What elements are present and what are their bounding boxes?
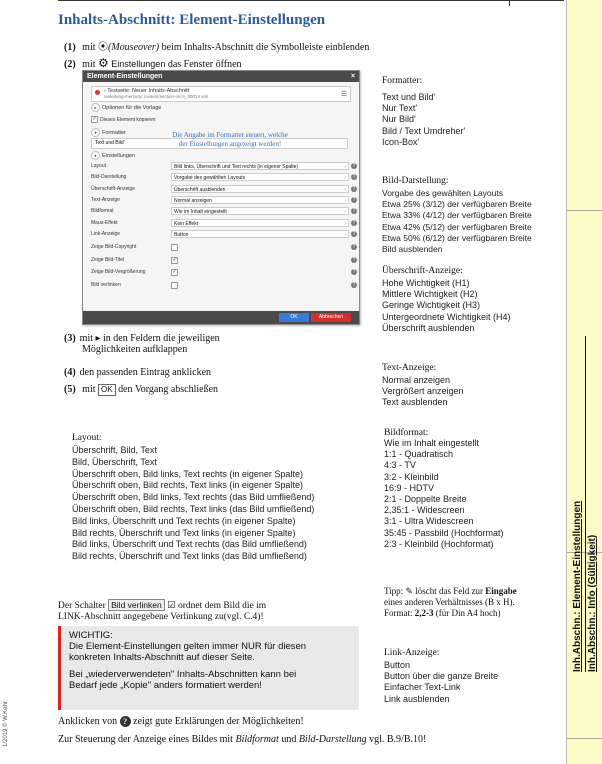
step-text: mit — [82, 59, 96, 70]
list-items — [382, 278, 562, 334]
dialog-header — [83, 71, 359, 82]
row-select[interactable] — [171, 230, 349, 238]
list-item: Link ausblenden — [384, 693, 450, 704]
note-text: Der Schalter — [58, 601, 106, 611]
formatter-list — [382, 76, 562, 148]
row-label: Bildformat — [91, 208, 114, 215]
list-heading: Link-Anzeige: — [384, 648, 440, 658]
list-item: Überschrift ausblenden — [382, 322, 475, 333]
list-item: Nur Text' — [382, 103, 418, 114]
step-text: mit — [82, 42, 96, 53]
row-label: Text-Anzeige — [91, 196, 120, 203]
einstellungen-label: Einstellungen — [111, 59, 166, 69]
list-item: Einfacher Text-Link — [384, 682, 461, 693]
schalter-note — [58, 600, 358, 623]
step-text: mit — [82, 384, 96, 395]
sidebar-labels — [567, 336, 602, 672]
list-item: Mittlere Wichtigkeit (H2) — [382, 289, 478, 300]
checkbox[interactable] — [171, 244, 178, 251]
row-select[interactable] — [171, 219, 349, 227]
wichtig-text: Bei „wiederverwendeten" Inhalts-Abschnitten kann bei — [69, 669, 297, 680]
linkanzeige-list — [384, 648, 564, 705]
list-item: Etwa 42% (5/12) der verfügbaren Breite — [382, 221, 532, 232]
step-text: Möglichkeiten aufklappen — [82, 344, 188, 355]
row-value: Vorgabe des gewählten Layouts — [174, 175, 246, 182]
list-item: 35:45 - Passbild (Hochformat) — [384, 527, 504, 538]
ok-chip: OK — [98, 384, 116, 396]
help-icon[interactable]: ? — [352, 208, 356, 215]
row-value: Wie im Inhalt eingestellt — [174, 209, 227, 216]
settings-row — [91, 162, 357, 172]
footer-text: zeigt gute Erklärungen der Möglichkeiten! — [133, 716, 304, 727]
tipp-bold: 2,2-3 — [414, 608, 434, 618]
list-items — [72, 445, 372, 563]
footer-text: Anklicken von — [58, 716, 118, 727]
list-item: Bild rechts, Überschrift und Text links (in eigener Spalte) — [72, 527, 296, 538]
list-heading: Bild-Darstellung: — [382, 176, 449, 186]
help-icon[interactable]: ? — [352, 281, 356, 288]
list-item: Normal anzeigen — [382, 375, 451, 385]
step-num: (1) — [64, 42, 76, 53]
checkbox-icon: ☑ — [167, 601, 176, 611]
list-item: 2:3 - Kleinbild (Hochformat) — [384, 538, 494, 549]
gear-icon: ⚙ — [98, 56, 109, 70]
bild-verlinken-chip: Bild verlinken — [108, 599, 165, 611]
help-icon[interactable]: ? — [352, 256, 356, 263]
bildformat-list — [384, 428, 564, 550]
step-5 — [64, 384, 218, 396]
expand-icon: ▸ — [91, 103, 100, 112]
list-item: 16:9 - HDTV — [384, 482, 435, 493]
list-item: Bild links, Überschrift und Text rechts (in eigener Spalte) — [72, 515, 296, 526]
settings-check-row — [91, 268, 357, 278]
note-line: Die Angabe im Formatter steuert, welche — [172, 131, 288, 139]
row-label: Zeige Bild-Copyright — [91, 244, 137, 251]
list-item: Etwa 25% (3/12) der verfügbaren Breite — [382, 199, 532, 210]
tipp-box — [384, 586, 564, 634]
dialog-title: Element-Einstellungen — [87, 73, 163, 80]
row-select[interactable] — [171, 173, 349, 181]
list-item: Bild links, Überschrift und Text rechts (das Bild umfließend) — [72, 539, 307, 550]
step-num: (2) — [64, 59, 76, 70]
tipp-text: Format: — [384, 608, 413, 618]
list-item: 2,35:1 - Widescreen — [384, 505, 465, 516]
tipp-bold: Eingabe — [485, 586, 517, 596]
checkbox-icon: ✓ — [92, 116, 97, 122]
cancel-button[interactable]: Abbrechen — [311, 313, 351, 322]
chevron-icon: › — [344, 220, 346, 227]
note-line: der Einstellungen angezeigt werden! — [178, 140, 282, 148]
help-icon[interactable]: ? — [352, 196, 356, 203]
tipp-text: eines anderen Verhältnisses (B x H). — [384, 597, 515, 607]
settings-row — [91, 185, 357, 195]
checkbox-label: Dieses Element kopieren — [100, 116, 156, 123]
settings-check-row — [91, 256, 357, 266]
section-settings[interactable] — [91, 151, 135, 160]
ok-button[interactable]: OK — [279, 313, 309, 322]
list-item: 3:1 - Ultra Widescreen — [384, 516, 474, 527]
sidebar-label-element-settings[interactable]: Inh.Abschn.: Element-Einstellungen — [571, 336, 586, 672]
collapse-icon: ▾ — [91, 128, 100, 137]
section-formatter[interactable] — [91, 128, 126, 137]
copyright-text: 1/2019 © W.Kehr — [3, 701, 9, 747]
list-item: Etwa 50% (6/12) der verfügbaren Breite — [382, 232, 532, 243]
wichtig-heading: WICHTIG: — [69, 630, 113, 641]
list-item: Bild rechts, Überschrift und Text links (das Bild umfließend) — [72, 551, 307, 562]
element-settings-dialog — [82, 70, 360, 325]
list-item: Nur Bild' — [382, 114, 416, 125]
list-items — [384, 660, 564, 705]
menu-icon[interactable]: ☰ — [340, 91, 347, 98]
note-text: LINK-Abschnitt angegebene Verlinkung zu(vgl. C.4)! — [58, 612, 264, 622]
help-icon: ? — [120, 716, 131, 727]
list-heading: Formatter: — [382, 76, 423, 86]
footer-text: vgl. B.9/B.10! — [369, 734, 427, 745]
layout-list — [72, 433, 372, 563]
help-icon[interactable]: ? — [352, 219, 356, 226]
select-value: Text und Bild' — [95, 140, 125, 146]
tipp-text: löscht das Feld zur — [415, 586, 483, 596]
copyright — [0, 690, 12, 750]
textanzeige-list — [382, 363, 562, 409]
step-text: mit ▸ in den Feldern die jeweiligen — [79, 333, 220, 344]
footer-italic: Bild-Darstellung — [298, 734, 367, 745]
ueberschrift-list — [382, 266, 562, 334]
settings-check-row — [91, 281, 357, 291]
list-item: Vorgabe des gewählten Layouts — [382, 188, 503, 198]
list-heading: Layout: — [72, 433, 102, 443]
list-item: 4:3 - TV — [384, 460, 416, 471]
row-value: Überschrift ausblenden — [174, 186, 226, 193]
list-item: Überschrift oben, Bild links, Text rechts (das Bild umfließend) — [72, 492, 315, 503]
row-value: Bild links, Überschrift und Text rechts (in eigener Spalte) — [174, 164, 299, 170]
list-item: Bild ausblenden — [382, 244, 443, 255]
footer-line-1 — [58, 716, 304, 727]
settings-row — [91, 219, 357, 229]
close-icon[interactable]: × — [350, 73, 355, 80]
list-item: Bild / Text Umdreher' — [382, 125, 466, 136]
checkbox[interactable]: ✓ — [172, 269, 177, 276]
chevron-icon: › — [344, 197, 346, 204]
list-item: Etwa 33% (4/12) der verfügbaren Breite — [382, 210, 532, 221]
step-text: den passenden Eintrag anklicken — [79, 367, 212, 378]
row-select[interactable] — [171, 207, 349, 215]
list-item: Untergeordnete Wichtigkeit (H4) — [382, 311, 511, 322]
step-text: das Fenster öffnen — [167, 59, 242, 70]
step-italic: (Mouseover) — [108, 42, 160, 53]
list-item: Überschrift, Bild, Text — [72, 445, 157, 455]
wichtig-text: konkreten Inhalts-Abschnitt auf dieser Seite. — [69, 652, 255, 663]
footer-text: und — [281, 734, 297, 745]
step-2 — [64, 56, 242, 71]
row-value: Kein Effekt — [174, 220, 199, 227]
list-item: 1:1 - Quadratisch — [384, 449, 454, 460]
step-text: den Vorgang abschließen — [118, 384, 219, 395]
step-3 — [64, 333, 220, 355]
page-title: Inhalts-Abschnitt: Element-Einstellungen — [58, 12, 326, 28]
settings-row — [91, 230, 357, 240]
row-value: Button — [174, 231, 189, 238]
dialog-path-title: › Testseite: Neuer Inhalts-Abschnitt — [104, 88, 190, 94]
checkbox[interactable]: ✓ — [172, 256, 177, 263]
pencil-icon: ✎ — [405, 586, 413, 596]
list-item: Vergrößert anzeigen — [382, 386, 464, 397]
settings-row — [91, 173, 357, 183]
list-item: Wie im Inhalt eingestellt — [384, 438, 480, 448]
sidebar-label-info[interactable]: Inh.Abschn.: Info (Gültigkeit) — [586, 534, 598, 672]
row-select[interactable] — [171, 196, 349, 204]
list-item: Text und Bild' — [382, 92, 436, 102]
row-label: Zeige Bild-Vergrößerung — [91, 269, 146, 276]
section-label: Optionen für die Vorlage — [102, 104, 162, 111]
dialog-path-box — [91, 86, 351, 102]
list-heading: Überschrift-Anzeige: — [382, 266, 463, 276]
list-items — [382, 188, 562, 255]
list-item: 2:1 - Doppelte Breite — [384, 494, 467, 505]
list-items — [382, 92, 562, 148]
chevron-icon: › — [344, 231, 346, 238]
row-label: Layout — [91, 163, 107, 169]
row-label: Zeige Bild-Titel — [91, 256, 125, 263]
list-item: Text ausblenden — [382, 397, 448, 408]
help-icon[interactable]: ? — [352, 244, 356, 251]
row-label: Maus-Effekt — [91, 219, 118, 226]
chevron-icon: › — [344, 209, 346, 216]
list-items — [384, 438, 564, 550]
row-select[interactable] — [171, 162, 349, 170]
step-num: (3) — [64, 333, 76, 344]
list-heading: Text-Anzeige: — [382, 363, 437, 373]
list-item: Geringe Wichtigkeit (H3) — [382, 300, 481, 311]
mouseover-icon: ⦿ — [98, 42, 109, 53]
settings-row — [91, 207, 357, 217]
step-4 — [64, 367, 211, 378]
list-item: Button — [384, 660, 411, 670]
step-num: (5) — [64, 384, 76, 395]
list-item: Überschrift oben, Bild links, Text rechts (in eigener Spalte) — [72, 468, 303, 479]
bilddarstellung-list — [382, 176, 562, 255]
copy-checkbox[interactable] — [91, 116, 156, 123]
chevron-icon: › — [344, 164, 346, 170]
note-text: ordnet dem Bild die im — [177, 601, 267, 611]
tipp-text: (für Din A4 hoch) — [435, 608, 501, 618]
sidebar — [566, 0, 602, 764]
wichtig-text: Bedarf jede „Kopie" anders formatiert werden! — [69, 680, 262, 691]
row-label: Überschrift-Anzeige — [91, 185, 135, 192]
section-options[interactable] — [91, 103, 161, 112]
section-label: Formatter — [102, 129, 126, 136]
help-icon[interactable]: ? — [352, 269, 356, 276]
chevron-icon: › — [344, 175, 346, 182]
wichtig-text: Die Element-Einstellungen gelten immer NUR für diesen — [69, 641, 307, 652]
sidebar-divider — [567, 738, 602, 739]
list-item: Bild, Überschrift, Text — [72, 456, 157, 467]
help-icon[interactable]: ? — [352, 174, 356, 181]
settings-row — [91, 196, 357, 206]
top-rule-tick — [509, 0, 510, 6]
row-value: Normal anzeigen — [174, 197, 212, 204]
top-rule — [58, 0, 564, 1]
row-select[interactable] — [171, 185, 349, 193]
dialog-path-file: /anleitung-mercury/.content/section-m/cs_00014.xml — [104, 94, 209, 99]
formatter-note — [155, 131, 305, 149]
list-item: Hohe Wichtigkeit (H1) — [382, 278, 470, 288]
list-item: Überschrift oben, Bild rechts, Text links (das Bild umfließend) — [72, 503, 315, 514]
section-label: Einstellungen — [102, 152, 136, 159]
row-label: Bild verlinken — [91, 281, 121, 288]
sidebar-divider — [567, 210, 602, 211]
chevron-icon: › — [344, 186, 346, 193]
help-icon[interactable]: ? — [352, 185, 356, 192]
tipp-label: Tipp: — [384, 586, 404, 596]
footer-line-2 — [58, 734, 426, 745]
help-icon[interactable]: ? — [352, 163, 356, 169]
list-item: Überschrift oben, Bild rechts, Text links (in eigener Spalte) — [72, 480, 303, 491]
step-1 — [64, 38, 369, 53]
row-label: Bild-Darstellung — [91, 174, 127, 181]
collapse-icon: ▾ — [91, 151, 100, 160]
list-item: 3:2 - Kleinbild — [384, 471, 439, 482]
step-num: (4) — [64, 367, 76, 378]
settings-check-row — [91, 243, 357, 253]
footer-italic: Bildformat — [235, 734, 279, 745]
row-label: Link-Anzeige — [91, 230, 120, 237]
wichtig-box — [58, 626, 359, 710]
list-items — [382, 375, 562, 409]
list-heading: Bildformat: — [384, 428, 429, 438]
help-icon[interactable]: ? — [352, 230, 356, 237]
footer-text: Zur Steuerung der Anzeige eines Bildes mit — [58, 734, 233, 745]
list-item: Button über die ganze Breite — [384, 671, 499, 682]
list-item: Icon-Box' — [382, 136, 420, 147]
status-dot-icon — [95, 90, 100, 95]
step-text: beim Inhalts-Abschnitt die Symbolleiste einblenden — [161, 42, 370, 53]
checkbox[interactable] — [171, 282, 178, 289]
